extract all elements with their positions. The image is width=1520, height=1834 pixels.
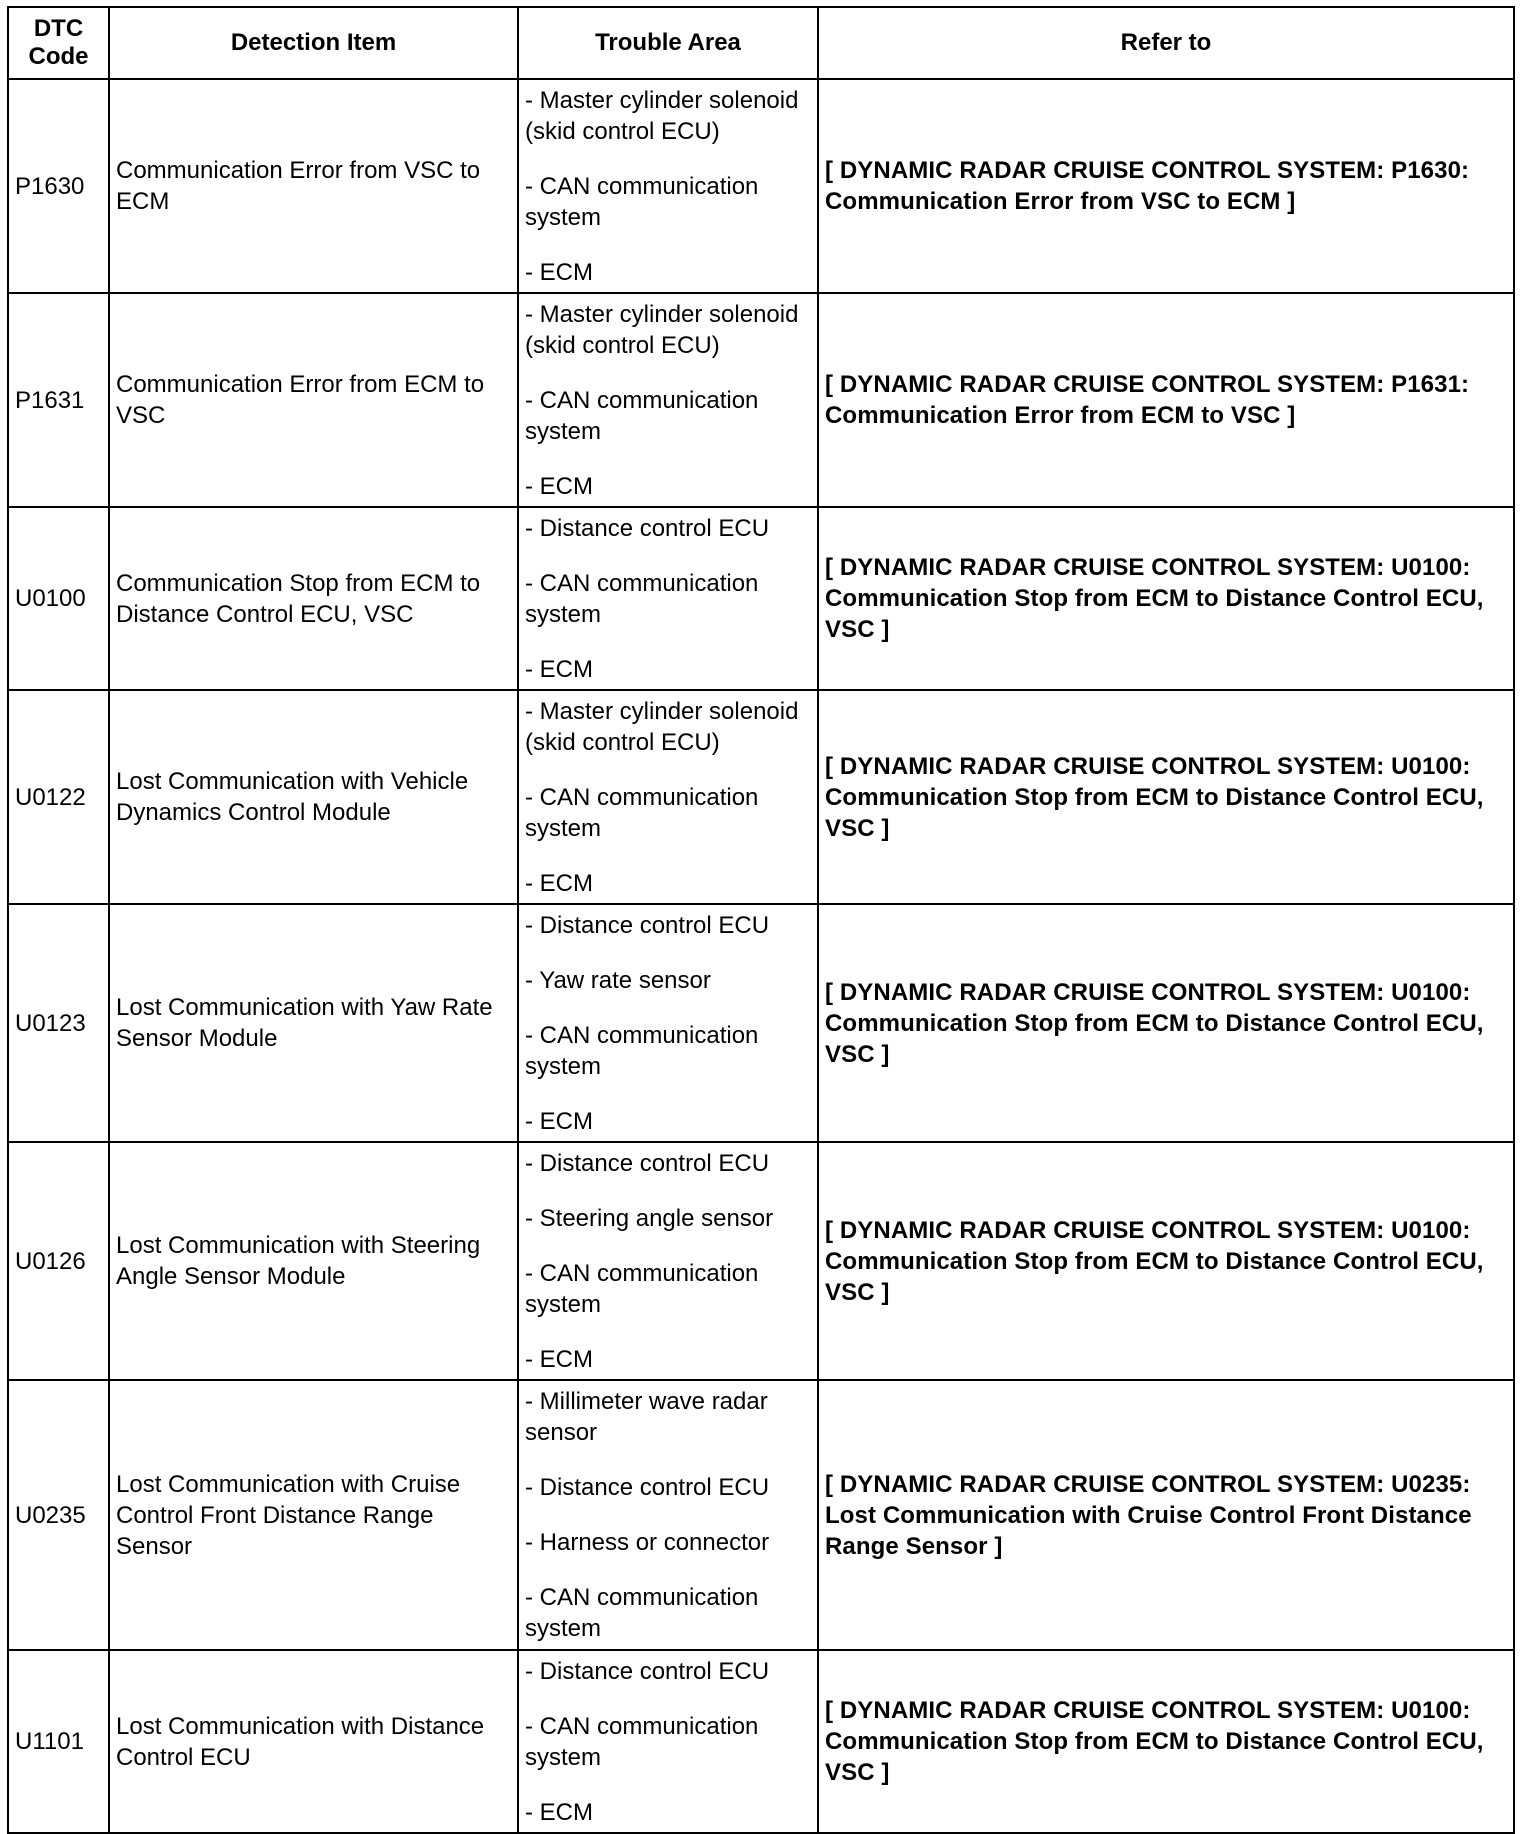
trouble-area-item: - Distance control ECU bbox=[525, 1474, 770, 1501]
header-row bbox=[8, 7, 1514, 79]
trouble-area bbox=[518, 690, 818, 904]
trouble-area-item: - CAN communication system bbox=[525, 1021, 759, 1080]
trouble-area-item: - CAN communication system bbox=[525, 172, 759, 231]
detection-item: Communication Error from ECM to VSC bbox=[109, 293, 518, 507]
header-refer-to: Refer to bbox=[818, 7, 1514, 79]
trouble-area-item: - CAN communication system bbox=[525, 386, 759, 445]
trouble-area-item: - ECM bbox=[525, 1345, 593, 1373]
detection-item: Lost Communication with Steering Angle Sensor Module bbox=[109, 1142, 518, 1380]
header-trouble-area: Trouble Area bbox=[518, 7, 818, 79]
detection-item: Lost Communication with Vehicle Dynamics Control Module bbox=[109, 690, 518, 904]
refer-to-link[interactable]: [ DYNAMIC RADAR CRUISE CONTROL SYSTEM: U0100: Communication Stop from ECM to Distance Control ECU, VSC ] bbox=[818, 507, 1514, 690]
table-row bbox=[8, 904, 1514, 1142]
trouble-area bbox=[518, 904, 818, 1142]
table-row bbox=[8, 1380, 1514, 1650]
refer-to-link[interactable]: [ DYNAMIC RADAR CRUISE CONTROL SYSTEM: P1631: Communication Error from ECM to VSC ] bbox=[818, 293, 1514, 507]
trouble-area bbox=[518, 79, 818, 293]
trouble-area-item: - Distance control ECU bbox=[525, 1149, 770, 1177]
trouble-area bbox=[518, 293, 818, 507]
refer-to-link[interactable]: [ DYNAMIC RADAR CRUISE CONTROL SYSTEM: U0100: Communication Stop from ECM to Distance Control ECU, VSC ] bbox=[818, 904, 1514, 1142]
trouble-area-item: - CAN communication system bbox=[525, 1259, 759, 1318]
trouble-area-item: - Master cylinder solenoid (skid control ECU) bbox=[525, 86, 799, 145]
refer-to-link[interactable]: [ DYNAMIC RADAR CRUISE CONTROL SYSTEM: U0100: Communication Stop from ECM to Distance Control ECU, VSC ] bbox=[818, 1650, 1514, 1833]
dtc-table bbox=[7, 6, 1515, 1834]
trouble-area-item: - Distance control ECU bbox=[525, 514, 770, 542]
trouble-area-item: - Distance control ECU bbox=[525, 1657, 770, 1685]
dtc-code: P1630 bbox=[8, 79, 109, 293]
table-row bbox=[8, 79, 1514, 293]
refer-to-link[interactable]: [ DYNAMIC RADAR CRUISE CONTROL SYSTEM: U0100: Communication Stop from ECM to Distance Control ECU, VSC ] bbox=[818, 1142, 1514, 1380]
trouble-area-item: - ECM bbox=[525, 869, 593, 897]
trouble-area bbox=[518, 1650, 818, 1833]
trouble-area-item: - ECM bbox=[525, 472, 593, 500]
refer-to-link[interactable]: [ DYNAMIC RADAR CRUISE CONTROL SYSTEM: U0235: Lost Communication with Cruise Control Front Distance Range Sensor ] bbox=[818, 1380, 1514, 1650]
trouble-area bbox=[518, 1142, 818, 1380]
dtc-code: U0235 bbox=[8, 1380, 109, 1650]
detection-item: Communication Stop from ECM to Distance Control ECU, VSC bbox=[109, 507, 518, 690]
table-row bbox=[8, 1650, 1514, 1833]
table-row bbox=[8, 293, 1514, 507]
trouble-area-item: - Distance control ECU bbox=[525, 911, 770, 939]
detection-item: Lost Communication with Yaw Rate Sensor Module bbox=[109, 904, 518, 1142]
trouble-area-item: - Harness or connector bbox=[525, 1529, 770, 1556]
detection-item: Communication Error from VSC to ECM bbox=[109, 79, 518, 293]
table-row bbox=[8, 690, 1514, 904]
trouble-area-item: - CAN communication system bbox=[525, 1712, 759, 1771]
header-detection-item: Detection Item bbox=[109, 7, 518, 79]
dtc-code: U1101 bbox=[8, 1650, 109, 1833]
refer-to-link[interactable]: [ DYNAMIC RADAR CRUISE CONTROL SYSTEM: P1630: Communication Error from VSC to ECM ] bbox=[818, 79, 1514, 293]
dtc-code: U0123 bbox=[8, 904, 109, 1142]
trouble-area bbox=[518, 1380, 818, 1650]
table-row bbox=[8, 507, 1514, 690]
trouble-area-item: - Millimeter wave radar sensor bbox=[525, 1388, 768, 1446]
dtc-code: P1631 bbox=[8, 293, 109, 507]
trouble-area-item: - Yaw rate sensor bbox=[525, 966, 711, 994]
trouble-area-item: - Master cylinder solenoid (skid control ECU) bbox=[525, 300, 799, 359]
trouble-area-item: - CAN communication system bbox=[525, 1584, 759, 1642]
trouble-area-item: - ECM bbox=[525, 655, 593, 683]
detection-item: Lost Communication with Distance Control ECU bbox=[109, 1650, 518, 1833]
trouble-area-item: - CAN communication system bbox=[525, 569, 759, 628]
trouble-area bbox=[518, 507, 818, 690]
detection-item: Lost Communication with Cruise Control Front Distance Range Sensor bbox=[109, 1380, 518, 1650]
dtc-code: U0122 bbox=[8, 690, 109, 904]
trouble-area-item: - ECM bbox=[525, 1798, 593, 1826]
refer-to-link[interactable]: [ DYNAMIC RADAR CRUISE CONTROL SYSTEM: U0100: Communication Stop from ECM to Distance Control ECU, VSC ] bbox=[818, 690, 1514, 904]
dtc-code: U0126 bbox=[8, 1142, 109, 1380]
trouble-area-item: - Steering angle sensor bbox=[525, 1204, 774, 1232]
trouble-area-item: - ECM bbox=[525, 1107, 593, 1135]
table-row bbox=[8, 1142, 1514, 1380]
trouble-area-item: - CAN communication system bbox=[525, 783, 759, 842]
trouble-area-item: - ECM bbox=[525, 258, 593, 286]
dtc-code: U0100 bbox=[8, 507, 109, 690]
header-dtc-code: DTC Code bbox=[8, 7, 109, 79]
trouble-area-item: - Master cylinder solenoid (skid control ECU) bbox=[525, 697, 799, 756]
